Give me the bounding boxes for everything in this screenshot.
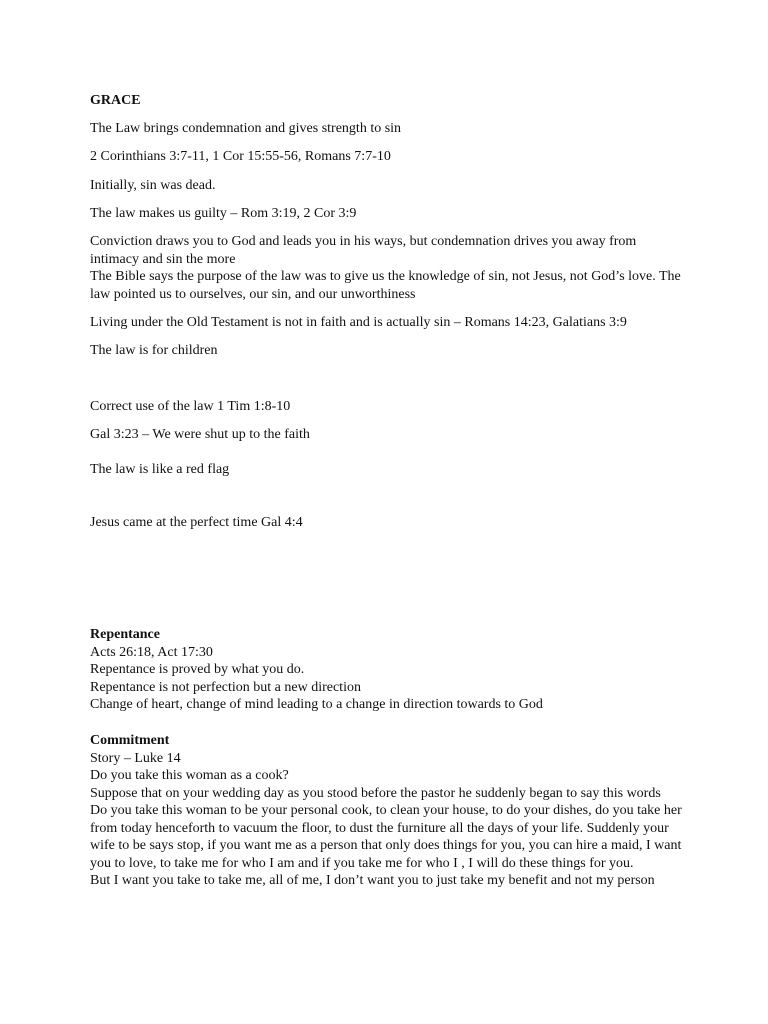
law-guilty-line: The law makes us guilty – Rom 3:19, 2 Cor 3:9 [90, 206, 357, 221]
sin-dead-line: Initially, sin was dead. [90, 178, 216, 193]
commitment-line: Story – Luke 14 [90, 750, 181, 766]
repentance-line: Change of heart, change of mind leading to a change in direction towards to God [90, 697, 543, 712]
red-flag-line: The law is like a red flag [90, 462, 230, 477]
repentance-line: Repentance is not perfection but a new direction [90, 679, 361, 695]
law-for-children-line: The law is for children [90, 343, 218, 358]
conviction-paragraph: Conviction draws you to God and leads you in his ways, but condemnation drives you away from intimacy and sin the more [90, 234, 637, 267]
bible-purpose-paragraph: The Bible says the purpose of the law was to give us the knowledge of sin, not Jesus, not God’s love. The law pointed us to ourselves, our sin, and our unworthiness [90, 269, 681, 302]
commitment-heading: Commitment [90, 733, 170, 748]
correct-use-line: Correct use of the law 1 Tim 1:8-10 [90, 399, 291, 414]
repentance-section [90, 626, 690, 714]
commitment-line: Suppose that on your wedding day as you stood before the pastor he suddenly began to say this words [90, 785, 661, 801]
repentance-heading: Repentance [90, 627, 160, 642]
commitment-line: Do you take this woman as a cook? [90, 768, 289, 783]
law-condemnation-line: The Law brings condemnation and gives strength to sin [90, 121, 402, 136]
old-testament-line: Living under the Old Testament is not in faith and is actually sin – Romans 14:23, Galatians 3:9 [90, 315, 627, 330]
grace-heading: GRACE [90, 93, 141, 108]
commitment-story-paragraph: Do you take this woman to be your personal cook, to clean your house, to do your dishes, do you take her from today henceforth to vacuum the floor, to dust the furniture all the days of your life. Suddenly your wife to be says stop, if you want me as a person that only does things for you, you can hire a maid, I want you to love, to take me for who I am and if you take me for who I , I will do these things for you. [90, 803, 682, 871]
commitment-section [90, 732, 686, 890]
perfect-time-line: Jesus came at the perfect time Gal 4:4 [90, 515, 303, 530]
repentance-line: Acts 26:18, Act 17:30 [90, 644, 213, 660]
repentance-line: Repentance is proved by what you do. [90, 662, 305, 677]
commitment-line: But I want you take to take me, all of me, I don’t want you to just take my benefit and not my person [90, 873, 655, 888]
gal-3-23-line: Gal 3:23 – We were shut up to the faith [90, 427, 310, 442]
scripture-references-line: 2 Corinthians 3:7-11, 1 Cor 15:55-56, Romans 7:7-10 [90, 149, 391, 164]
